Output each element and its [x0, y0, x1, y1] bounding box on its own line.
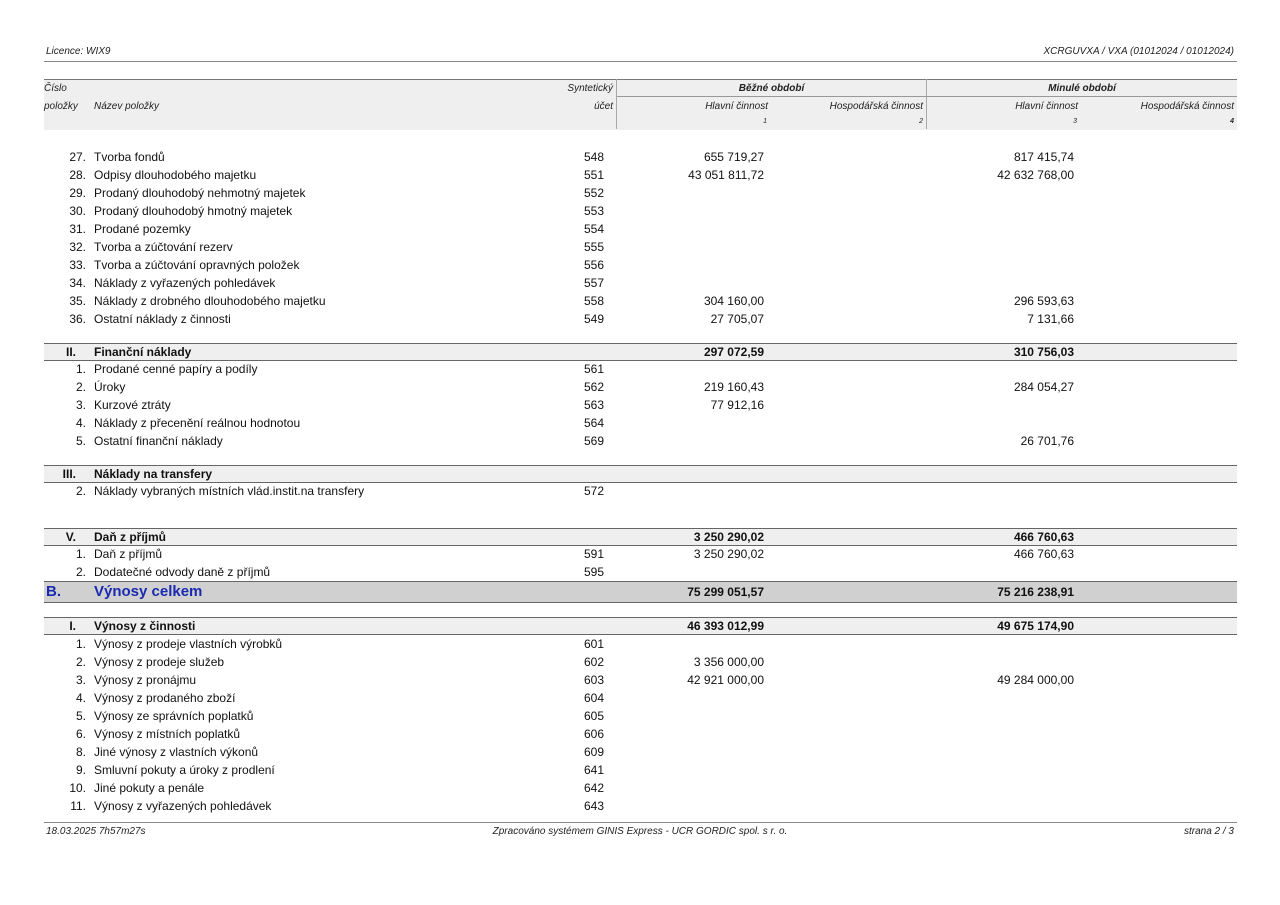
row-account: 549 — [583, 312, 604, 326]
table-row — [0, 166, 1280, 184]
row-name: Prodaný dlouhodobý hmotný majetek — [94, 204, 293, 218]
row-account: 601 — [583, 637, 604, 651]
row-number: 32. — [69, 240, 86, 254]
row-name: Jiné výnosy z vlastních výkonů — [94, 745, 259, 759]
row-account: 551 — [583, 168, 604, 182]
row-account: 561 — [583, 362, 604, 376]
row-name: Tvorba a zúčtování rezerv — [94, 240, 233, 254]
row-number: I. — [69, 619, 76, 633]
row-account: 572 — [583, 484, 604, 498]
value-bezne-hlavni: 75 299 051,57 — [687, 585, 764, 599]
section-row — [44, 528, 1237, 546]
row-name: Odpisy dlouhodobého majetku — [94, 168, 257, 182]
row-name: Daň z příjmů — [94, 530, 167, 544]
row-number: 6. — [75, 727, 86, 741]
table-row — [0, 310, 1280, 328]
row-account: 604 — [583, 691, 604, 705]
row-number: 1. — [75, 547, 86, 561]
row-number: 1. — [75, 637, 86, 651]
table-row — [0, 689, 1280, 707]
row-name: Výnosy z pronájmu — [94, 673, 197, 687]
col-hospodarska-2: Hospodářská činnost — [1140, 101, 1234, 112]
row-number: 3. — [75, 398, 86, 412]
col-minule-obdobi: Minulé období — [1048, 83, 1116, 94]
table-row — [0, 432, 1280, 450]
row-account: 548 — [583, 150, 604, 164]
table-row — [0, 743, 1280, 761]
row-account: 553 — [583, 204, 604, 218]
row-name: Prodané pozemky — [94, 222, 191, 236]
row-name: Ostatní finanční náklady — [94, 434, 223, 448]
row-name: Výnosy ze správních poplatků — [94, 709, 254, 723]
value-bezne-hlavni: 3 250 290,02 — [693, 547, 764, 561]
row-number: 2. — [75, 565, 86, 579]
row-name: Tvorba fondů — [94, 150, 165, 164]
table-row — [0, 202, 1280, 220]
row-name: Úroky — [94, 380, 126, 394]
row-number: 27. — [69, 150, 86, 164]
row-name: Výnosy z činnosti — [94, 619, 196, 633]
table-row — [0, 220, 1280, 238]
row-account: 603 — [583, 673, 604, 687]
row-name: Náklady z drobného dlouhodobého majetku — [94, 294, 326, 308]
section-row — [44, 343, 1237, 361]
row-account: 564 — [583, 416, 604, 430]
main-section-row — [44, 581, 1237, 603]
row-number: V. — [65, 530, 76, 544]
row-number: 4. — [75, 416, 86, 430]
row-account: 569 — [583, 434, 604, 448]
row-account: 605 — [583, 709, 604, 723]
row-account: 643 — [583, 799, 604, 813]
col-nazev: Název položky — [94, 101, 160, 112]
table-row — [0, 707, 1280, 725]
row-name: Náklady vybraných místních vlád.instit.na transfery — [94, 484, 365, 498]
value-minule-hlavni: 7 131,66 — [1027, 312, 1074, 326]
row-number: 5. — [75, 434, 86, 448]
row-name: Výnosy z vyřazených pohledávek — [94, 799, 272, 813]
col-hlavni-1: Hlavní činnost — [705, 101, 768, 112]
value-bezne-hlavni: 42 921 000,00 — [687, 673, 764, 687]
table-row — [0, 482, 1280, 500]
row-name: Dodatečné odvody daně z příjmů — [94, 565, 271, 579]
col-number-2: 2 — [919, 118, 923, 125]
row-name: Tvorba a zúčtování opravných položek — [94, 258, 300, 272]
value-bezne-hlavni: 3 356 000,00 — [693, 655, 764, 669]
table-row — [0, 725, 1280, 743]
table-row — [0, 779, 1280, 797]
col-bezne-obdobi: Běžné období — [738, 83, 805, 94]
row-account: 595 — [583, 565, 604, 579]
licence-label: Licence: WIX9 — [46, 46, 111, 57]
row-name: Náklady na transfery — [94, 467, 213, 481]
table-row — [0, 292, 1280, 310]
value-bezne-hlavni: 43 051 811,72 — [688, 168, 764, 182]
row-account: 556 — [583, 258, 604, 272]
row-number: 30. — [69, 204, 86, 218]
value-bezne-hlavni: 3 250 290,02 — [693, 530, 764, 544]
row-account: 606 — [583, 727, 604, 741]
row-number: 34. — [69, 276, 86, 290]
table-row — [0, 653, 1280, 671]
row-number: 28. — [69, 168, 86, 182]
value-minule-hlavni: 817 415,74 — [1013, 150, 1074, 164]
value-bezne-hlavni: 304 160,00 — [703, 294, 764, 308]
value-bezne-hlavni: 46 393 012,99 — [687, 619, 764, 633]
table-row — [0, 256, 1280, 274]
value-minule-hlavni: 296 593,63 — [1013, 294, 1074, 308]
row-number: 29. — [69, 186, 86, 200]
section-row — [44, 465, 1237, 483]
table-row — [0, 184, 1280, 202]
table-row — [0, 545, 1280, 563]
row-account: 554 — [583, 222, 604, 236]
row-account: 552 — [583, 186, 604, 200]
footer-divider — [44, 822, 1237, 823]
row-number: 1. — [75, 362, 86, 376]
row-name: Výnosy z místních poplatků — [94, 727, 241, 741]
row-name: Výnosy celkem — [94, 583, 203, 600]
value-minule-hlavni: 49 284 000,00 — [997, 673, 1074, 687]
row-number: 10. — [69, 781, 86, 795]
col-number-1: 1 — [763, 118, 767, 125]
row-number: II. — [65, 345, 76, 359]
row-name: Finanční náklady — [94, 345, 192, 359]
col-number-3: 3 — [1073, 118, 1077, 125]
col-hospodarska-1: Hospodářská činnost — [829, 101, 923, 112]
section-row — [44, 617, 1237, 635]
col-cislo: Číslo — [44, 83, 67, 94]
value-minule-hlavni: 310 756,03 — [1013, 345, 1074, 359]
row-account: 558 — [583, 294, 604, 308]
row-number: 33. — [69, 258, 86, 272]
table-row — [0, 396, 1280, 414]
row-account: 557 — [583, 276, 604, 290]
row-number: 3. — [75, 673, 86, 687]
row-account: 609 — [583, 745, 604, 759]
row-name: Ostatní náklady z činnosti — [94, 312, 231, 326]
row-number: 35. — [69, 294, 86, 308]
table-row — [0, 563, 1280, 581]
row-number: III. — [62, 467, 76, 481]
table-row — [0, 414, 1280, 432]
value-minule-hlavni: 26 701,76 — [1020, 434, 1074, 448]
table-row — [0, 238, 1280, 256]
table-row — [0, 360, 1280, 378]
row-name: Smluvní pokuty a úroky z prodlení — [94, 763, 275, 777]
row-number: 11. — [70, 799, 86, 813]
row-name: Náklady z přecenění reálnou hodnotou — [94, 416, 301, 430]
table-row — [0, 378, 1280, 396]
row-number: 31. — [69, 222, 86, 236]
value-minule-hlavni: 466 760,63 — [1013, 530, 1074, 544]
footer-datetime: 18.03.2025 7h57m27s — [46, 826, 146, 837]
table-row — [0, 635, 1280, 653]
report-id: XCRGUVXA / VXA (01012024 / 01012024) — [1043, 46, 1234, 57]
row-name: Prodaný dlouhodobý nehmotný majetek — [94, 186, 306, 200]
footer-page: strana 2 / 3 — [1183, 826, 1234, 837]
row-name: Kurzové ztráty — [94, 398, 171, 412]
table-row — [0, 797, 1280, 815]
value-minule-hlavni: 284 054,27 — [1013, 380, 1074, 394]
row-account: 562 — [583, 380, 604, 394]
col-synteticky: Syntetický — [567, 83, 613, 94]
value-bezne-hlavni: 219 160,43 — [703, 380, 764, 394]
value-bezne-hlavni: 77 912,16 — [710, 398, 764, 412]
col-number-4: 4 — [1230, 118, 1234, 125]
row-name: Jiné pokuty a penále — [94, 781, 205, 795]
row-name: Výnosy z prodeje služeb — [94, 655, 225, 669]
value-bezne-hlavni: 655 719,27 — [703, 150, 764, 164]
row-account: 642 — [583, 781, 604, 795]
row-account: 591 — [583, 547, 604, 561]
row-number: 8. — [75, 745, 86, 759]
table-row — [0, 274, 1280, 292]
table-row — [0, 148, 1280, 166]
row-number: 2. — [75, 655, 86, 669]
table-row — [0, 761, 1280, 779]
table-row — [0, 671, 1280, 689]
row-name: Výnosy z prodeje vlastních výrobků — [94, 637, 283, 651]
row-number: 5. — [75, 709, 86, 723]
value-bezne-hlavni: 297 072,59 — [703, 345, 764, 359]
col-ucet: účet — [594, 101, 613, 112]
row-name: Prodané cenné papíry a podíly — [94, 362, 258, 376]
row-number: B. — [46, 583, 61, 600]
row-number: 36. — [69, 312, 86, 326]
value-minule-hlavni: 42 632 768,00 — [997, 168, 1074, 182]
value-minule-hlavni: 49 675 174,90 — [997, 619, 1074, 633]
row-number: 4. — [75, 691, 86, 705]
row-name: Náklady z vyřazených pohledávek — [94, 276, 276, 290]
value-minule-hlavni: 75 216 238,91 — [997, 585, 1074, 599]
value-bezne-hlavni: 27 705,07 — [710, 312, 764, 326]
col-hlavni-2: Hlavní činnost — [1015, 101, 1078, 112]
value-minule-hlavni: 466 760,63 — [1013, 547, 1074, 561]
row-account: 641 — [583, 763, 604, 777]
row-number: 2. — [75, 484, 86, 498]
row-name: Daň z příjmů — [94, 547, 163, 561]
row-account: 602 — [583, 655, 604, 669]
col-polozky: položky — [44, 101, 78, 112]
footer-system: Zpracováno systémem GINIS Express - UCR GORDIC spol. s r. o. — [492, 826, 788, 837]
row-account: 563 — [583, 398, 604, 412]
row-number: 9. — [75, 763, 86, 777]
row-name: Výnosy z prodaného zboží — [94, 691, 236, 705]
row-number: 2. — [75, 380, 86, 394]
row-account: 555 — [583, 240, 604, 254]
